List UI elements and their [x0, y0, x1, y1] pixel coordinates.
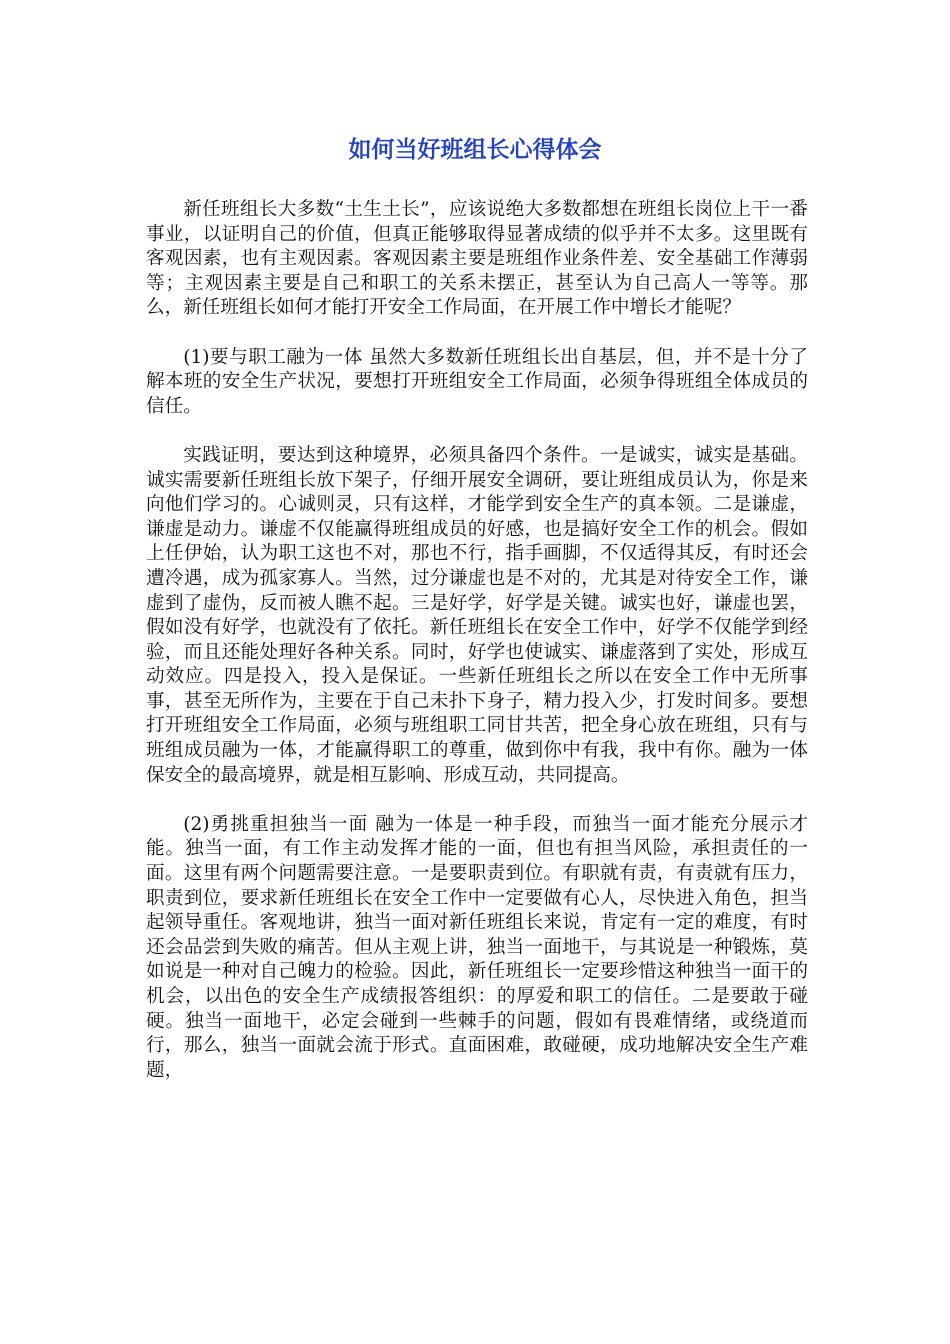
document-title: 如何当好班组长心得体会: [348, 137, 602, 163]
paragraph-section-2: (2)勇挑重担独当一面 融为一体是一种手段，而独当一面才能充分展示才能。独当一面，有工作主动发挥才能的一面，但也有担当风险，承担责任的一面。这里有两个问题需要注意。一是要职责到位。有职就有责，有责就有压力，职责到位，要求新任班组长在安全工作中一定要做有心人，尽快进入角色，担当起领导重任。客观地讲，独当一面对新任班组长来说，肯定有一定的难度，有时还会品尝到失败的痛苦。但从主观上讲，独当一面地干，与其说是一种锻炼，莫如说是一种对自己魄力的检验。因此，新任班组长一定要珍惜这种独当一面干的机会，以出色的安全生产成绩报答组织：的厚爱和职工的信任。二是要敢于碰硬。独当一面地干，必定会碰到一些棘手的问题，假如有畏难情绪，或绕道而行，那么，独当一面就会流于形式。直面困难，敢碰硬，成功地解决安全生产难题，: [146, 813, 808, 1081]
paragraph-four-conditions: 实践证明，要达到这种境界，必须具备四个条件。一是诚实，诚实是基础。诚实需要新任班组长放下架子，仔细开展安全调研，要让班组成员认为，你是来向他们学习的。心诚则灵，只有这样，才能学到安全生产的真本领。二是谦虚，谦虚是动力。谦虚不仅能赢得班组成员的好感，也是搞好安全工作的机会。假如上任伊始，认为职工这也不对，那也不行，指手画脚，不仅适得其反，有时还会遭冷遇，成为孤家寡人。当然，过分谦虚也是不对的，尤其是对待安全工作，谦虚到了虚伪，反而被人瞧不起。三是好学，好学是关键。诚实也好，谦虚也罢，假如没有好学，也就没有了依托。新任班组长在安全工作中，好学不仅能学到经验，而且还能处理好各种关系。同时，好学也使诚实、谦虚落到了实处，形成互动效应。四是投入，投入是保证。一些新任班组长之所以在安全工作中无所事事，甚至无所作为，主要在于自己未扑下身子，精力投入少，打发时间多。要想打开班组安全工作局面，必须与班组职工同甘共苦，把全身心放在班组，只有与班组成员融为一体，才能赢得职工的尊重，做到你中有我，我中有你。融为一体保安全的最高境界，就是相互影响、形成互动，共同提高。: [146, 444, 808, 786]
paragraph-intro: 新任班组长大多数“土生土长”，应该说绝大多数都想在班组长岗位上干一番事业，以证明自己的价值，但真正能够取得显著成绩的似乎并不太多。这里既有客观因素，也有主观因素。客观因素主要是班组作业条件差、安全基础工作薄弱等；主观因素主要是自己和职工的关系未摆正，甚至认为自己高人一等等。那么，新任班组长如何才能打开安全工作局面，在开展工作中增长才能呢？: [146, 199, 808, 319]
paragraph-section-1: (1)要与职工融为一体 虽然大多数新任班组长出自基层，但，并不是十分了解本班的安全生产状况，要想打开班组安全工作局面，必须争得班组全体成员的信任。: [146, 346, 808, 417]
document-body: [146, 198, 808, 1083]
